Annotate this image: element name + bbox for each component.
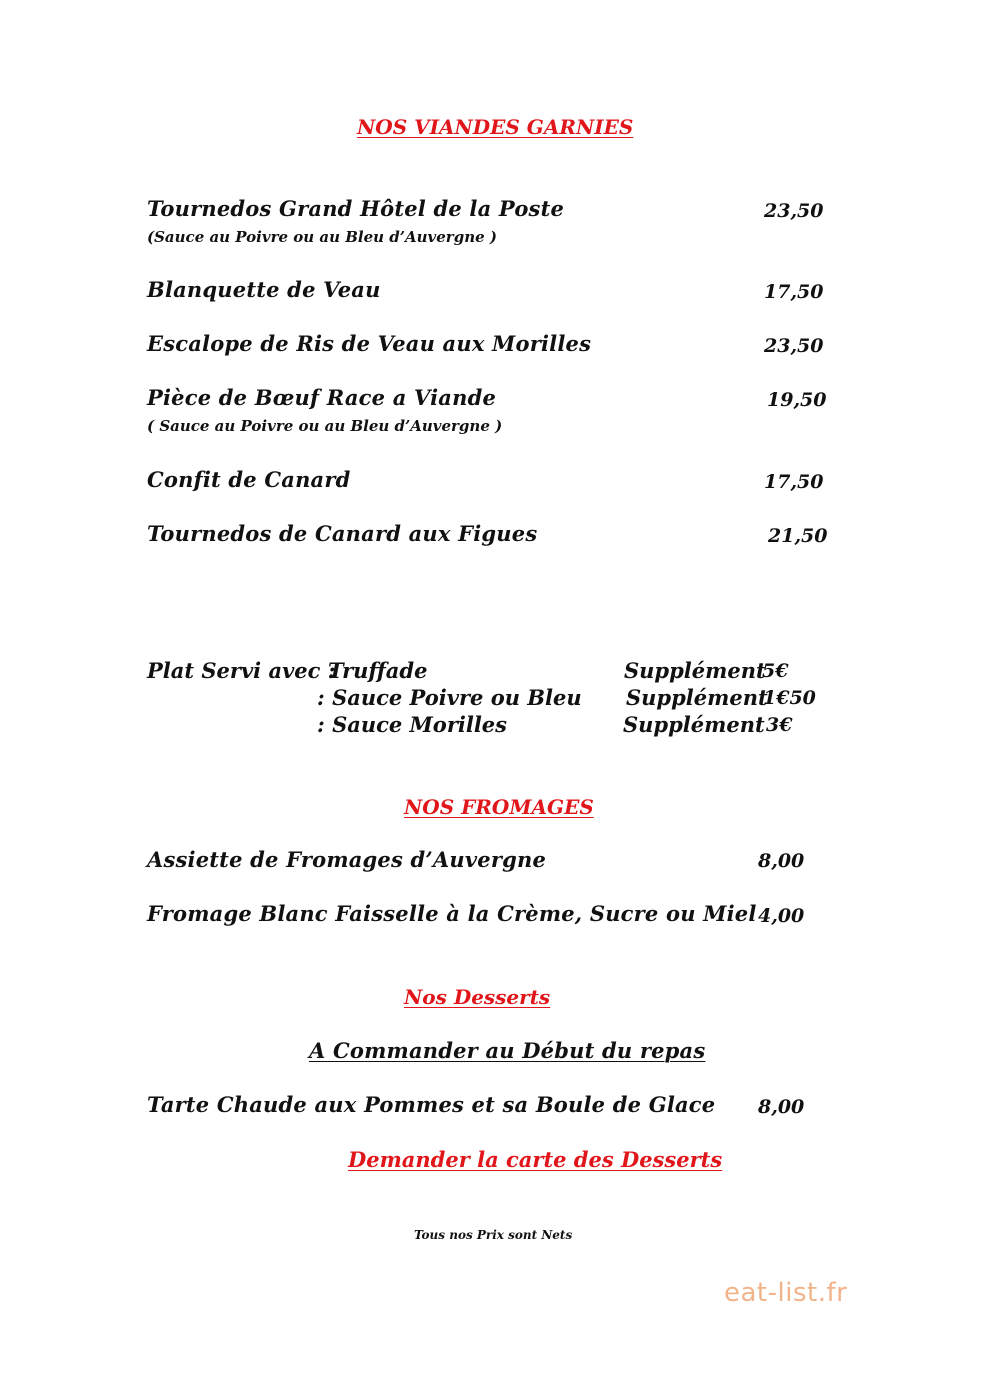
footer-note: Tous nos Prix sont Nets (414, 1228, 573, 1242)
section-heading-fromages: NOS FROMAGES (404, 795, 594, 819)
menu-item-price: 8,00 (758, 1096, 805, 1118)
supplement-item: Truffade (328, 658, 428, 683)
section-heading-desserts: Nos Desserts (404, 985, 551, 1009)
menu-item-price: 21,50 (768, 525, 828, 547)
desserts-cta: Demander la carte des Desserts (348, 1147, 723, 1172)
menu-item-name: Pièce de Bœuf Race a Viande (147, 385, 497, 410)
menu-item-price: 19,50 (767, 389, 827, 411)
menu-item-price: 23,50 (764, 335, 824, 357)
menu-item-price: 17,50 (764, 281, 824, 303)
menu-item-name: Assiette de Fromages d’Auvergne (147, 847, 547, 872)
supplement-item: : Sauce Morilles (317, 712, 507, 737)
menu-item-name: Tournedos de Canard aux Figues (147, 521, 538, 546)
supplement-label: Supplément (624, 658, 766, 683)
supplement-price: 5€ (762, 660, 789, 682)
menu-item-note: (Sauce au Poivre ou au Bleu d’Auvergne ) (147, 228, 497, 246)
watermark: eat-list.fr (724, 1278, 848, 1308)
menu-item-price: 4,00 (758, 905, 805, 927)
supplement-label: Supplément (623, 712, 765, 737)
menu-item-name: Tournedos Grand Hôtel de la Poste (147, 196, 565, 221)
menu-item-name: Tarte Chaude aux Pommes et sa Boule de Glace (147, 1092, 716, 1117)
section-heading-viandes: NOS VIANDES GARNIES (357, 115, 634, 139)
menu-item-price: 23,50 (764, 200, 824, 222)
supplement-price: 1€50 (763, 687, 816, 709)
supplement-item: : Sauce Poivre ou Bleu (317, 685, 582, 710)
menu-item-note: ( Sauce au Poivre ou au Bleu d’Auvergne ) (147, 417, 503, 435)
menu-item-name: Confit de Canard (147, 467, 351, 492)
menu-item-name: Blanquette de Veau (147, 277, 381, 302)
supplement-price: 3€ (766, 714, 793, 736)
menu-item-price: 8,00 (758, 850, 805, 872)
menu-item-name: Escalope de Ris de Veau aux Morilles (147, 331, 592, 356)
desserts-subheading: A Commander au Début du repas (309, 1038, 706, 1063)
menu-item-price: 17,50 (764, 471, 824, 493)
supplement-label: Supplément (626, 685, 768, 710)
menu-item-name: Fromage Blanc Faisselle à la Crème, Sucre ou Miel (147, 901, 757, 926)
supplement-lead: Plat Servi avec : (147, 658, 336, 683)
